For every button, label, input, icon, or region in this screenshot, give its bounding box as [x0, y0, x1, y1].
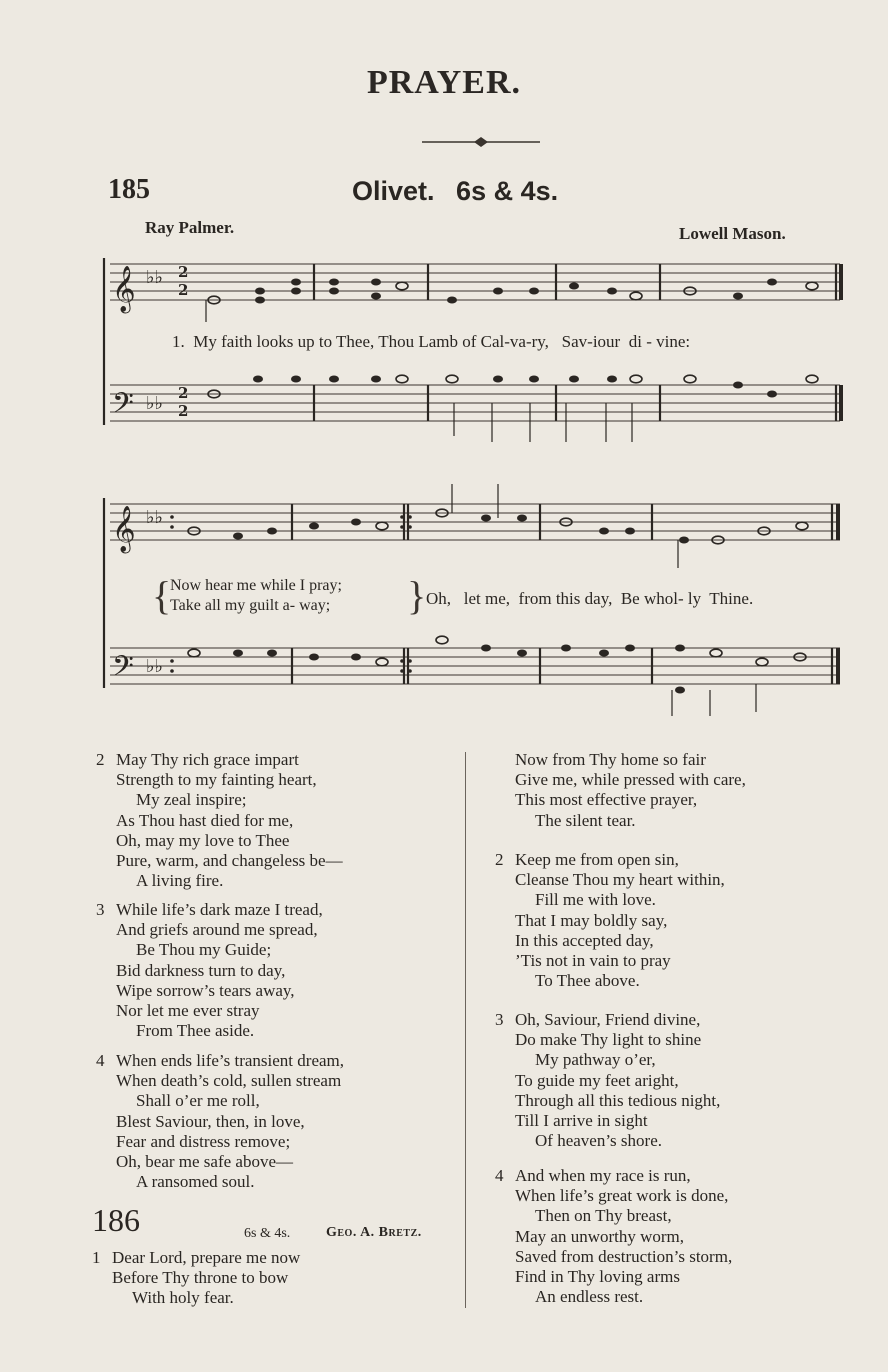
verse-line: Bid darkness turn to day,	[116, 960, 286, 980]
verse-line: Strength to my fainting heart,	[116, 770, 317, 790]
verse-line: This most effective prayer,	[515, 790, 698, 810]
music-lyric-line-2b: Take all my guilt a- way;	[170, 597, 331, 614]
svg-text:♭♭: ♭♭	[146, 656, 163, 677]
verse-line: May an unworthy worm,	[515, 1226, 685, 1246]
music-lyric-line-1: 1. My faith looks up to Thee, Thou Lamb of Cal-va-ry, Sav-iour di - vine:	[172, 332, 691, 351]
hymn186-verse-2	[495, 850, 725, 991]
verse-line: From Thee aside.	[136, 1021, 255, 1041]
verse-line: To guide my feet aright,	[515, 1070, 679, 1090]
svg-text:𝄞: 𝄞	[112, 266, 136, 312]
verse-number: 4	[495, 1166, 504, 1185]
hymn185-verse-3	[96, 900, 323, 1041]
verse-line: May Thy rich grace impart	[116, 750, 299, 769]
svg-text:♭♭: ♭♭	[146, 267, 163, 288]
verse-line: ’Tis not in vain to pray	[515, 951, 671, 971]
hymn186-verse-1-part-2	[515, 750, 746, 831]
verse-line: Be Thou my Guide;	[136, 940, 272, 960]
hymn185-verse-4	[96, 1051, 345, 1192]
verse-line: Oh, bear me safe above—	[116, 1152, 294, 1172]
svg-text:2: 2	[178, 384, 189, 402]
verse-line: Cleanse Thou my heart within,	[515, 870, 725, 890]
verse-line: When life’s great work is done,	[515, 1186, 729, 1206]
verse-number: 1	[92, 1248, 101, 1267]
hymn-number: 185	[108, 174, 150, 205]
hymn-composer: Geo. A. Bretz.	[326, 1225, 422, 1240]
svg-text:𝄞: 𝄞	[112, 506, 136, 552]
verse-line: Dear Lord, prepare me now	[112, 1248, 301, 1267]
svg-text:♭♭: ♭♭	[146, 507, 163, 528]
tune-meter: 6s & 4s.	[456, 176, 559, 206]
verse-line: Saved from destruction’s storm,	[515, 1246, 733, 1266]
verse-line: Of heaven’s shore.	[535, 1131, 662, 1151]
verse-line: Till I arrive in sight	[515, 1111, 648, 1131]
verse-line: Nor let me ever stray	[116, 1001, 260, 1021]
music-lyric-line-2c: Oh, let me, from this day, Be whol- ly Thine.	[426, 589, 754, 608]
svg-text:♭♭: ♭♭	[146, 393, 163, 414]
verse-line: Before Thy throne to bow	[112, 1268, 289, 1288]
verse-line: To Thee above.	[535, 971, 640, 991]
verse-line: Then on Thy breast,	[535, 1206, 672, 1226]
verse-line: An endless rest.	[535, 1287, 644, 1307]
verse-line: That I may boldly say,	[515, 910, 668, 930]
verse-line: Find in Thy loving arms	[515, 1267, 680, 1287]
verse-line: A living fire.	[136, 871, 224, 891]
svg-text:2: 2	[178, 263, 189, 281]
verse-line: The silent tear.	[535, 810, 636, 830]
hymn186-verse-3	[495, 1010, 721, 1151]
verse-line: My zeal inspire;	[136, 790, 247, 810]
verse-number: 3	[495, 1010, 504, 1029]
hymn186-verse-1-part-1	[92, 1248, 301, 1309]
verse-line: Wipe sorrow’s tears away,	[116, 980, 295, 1000]
verse-line: Oh, Saviour, Friend divine,	[515, 1010, 701, 1029]
section-title: PRAYER.	[366, 64, 522, 101]
verse-line: When ends life’s transient dream,	[116, 1051, 345, 1070]
verse-line: Fill me with love.	[535, 890, 656, 910]
verse-line: Pure, warm, and changeless be—	[116, 851, 343, 871]
hymn-composer: Lowell Mason.	[679, 224, 786, 243]
verse-line: With holy fear.	[132, 1288, 234, 1308]
verse-line: And when my race is run,	[515, 1166, 691, 1185]
hymn185-verse-2	[96, 750, 343, 891]
svg-text:𝄢: 𝄢	[112, 387, 134, 427]
verse-line: And griefs around me spread,	[116, 920, 318, 940]
hymn-meter: 6s & 4s.	[244, 1226, 291, 1241]
column-divider	[465, 752, 466, 1308]
verse-line: When death’s cold, sullen stream	[116, 1071, 342, 1091]
verse-line: Keep me from open sin,	[515, 850, 679, 869]
verse-line: Give me, while pressed with care,	[515, 770, 746, 790]
music-lyric-line-2a: Now hear me while I pray;	[170, 577, 342, 594]
verse-line: A ransomed soul.	[136, 1172, 255, 1192]
verse-line: Now from Thy home so fair	[515, 750, 706, 769]
brace-left-icon: {	[152, 573, 172, 618]
svg-text:2: 2	[178, 281, 189, 299]
verse-number: 2	[96, 750, 105, 769]
verse-line: Oh, may my love to Thee	[116, 830, 290, 850]
verse-line: Shall o’er me roll,	[136, 1091, 260, 1111]
verse-number: 2	[495, 850, 504, 869]
hymn-number: 186	[92, 1202, 140, 1238]
tune-title	[352, 176, 558, 207]
svg-text:2: 2	[178, 402, 189, 420]
hymn186-verse-4	[495, 1166, 733, 1307]
verse-line: Do make Thy light to shine	[515, 1030, 702, 1050]
verse-line: As Thou hast died for me,	[116, 810, 294, 830]
verse-line: Blest Saviour, then, in love,	[116, 1111, 305, 1131]
ornament-divider-icon	[422, 136, 540, 148]
tune-name: Olivet.	[352, 176, 435, 206]
verse-line: In this accepted day,	[515, 930, 654, 950]
verse-line: Fear and distress remove;	[116, 1131, 291, 1151]
verse-line: Through all this tedious night,	[515, 1090, 721, 1110]
verse-number: 3	[96, 900, 105, 919]
verse-line: My pathway o’er,	[535, 1050, 656, 1070]
verse-number: 4	[96, 1051, 105, 1070]
hymn-author: Ray Palmer.	[145, 218, 235, 237]
verse-line: While life’s dark maze I tread,	[116, 900, 323, 919]
svg-text:𝄢: 𝄢	[112, 650, 134, 690]
brace-right-icon: }	[407, 573, 427, 618]
